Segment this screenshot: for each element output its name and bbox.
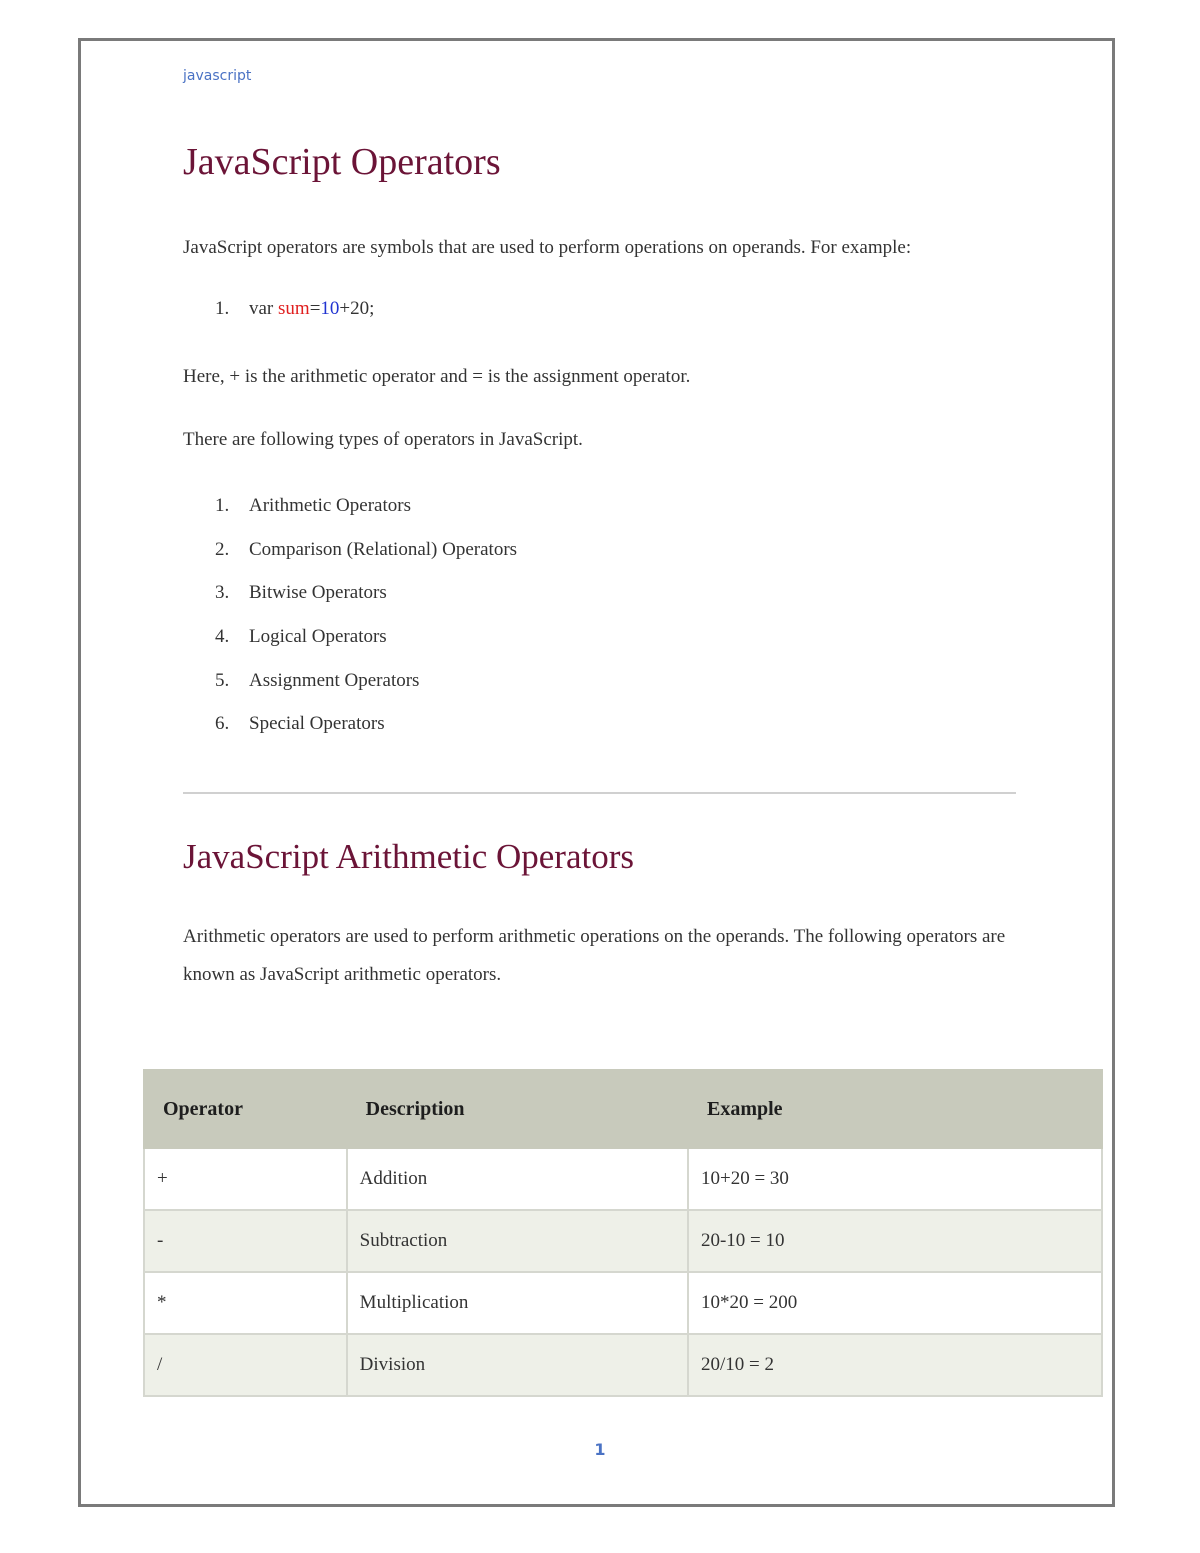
cell-description: Multiplication [347,1272,688,1334]
list-item-label: Bitwise Operators [249,582,387,604]
list-item-number: 3. [215,582,230,604]
header-label: javascript [183,68,252,84]
arithmetic-intro-paragraph: Arithmetic operators are used to perform arithmetic operations on the operands. The following operators are known as JavaScript arithmetic operators. [183,926,1006,985]
list-item-number: 6. [215,713,230,735]
cell-example: 10*20 = 200 [688,1272,1102,1334]
code-rest: +20; [339,298,375,319]
list-item-label: Comparison (Relational) Operators [249,538,518,560]
table-row [144,1210,1102,1272]
cell-description: Addition [347,1148,688,1210]
cell-description: Subtraction [347,1210,688,1272]
list-item-label: Special Operators [249,713,385,735]
page-title: JavaScript Operators [183,141,501,183]
explanation-paragraph: Here, + is the arithmetic operator and = is the assignment operator. [183,366,691,387]
cell-operator: + [144,1148,347,1210]
column-header-description: Description [347,1070,688,1148]
table-header-row [144,1070,1102,1148]
cell-example: 20/10 = 2 [688,1334,1102,1396]
types-intro-paragraph: There are following types of operators in JavaScript. [183,429,583,450]
list-item-number: 4. [215,626,230,648]
list-item [215,662,517,706]
list-item-label: Assignment Operators [249,669,420,691]
code-line-number: 1. [215,298,230,319]
column-header-operator: Operator [144,1070,347,1148]
operator-types-list [215,487,517,749]
section-divider [183,792,1016,794]
list-item [215,531,517,575]
code-keyword: var [249,298,279,319]
code-equals: = [309,298,321,319]
cell-operator: * [144,1272,347,1334]
cell-example: 20-10 = 10 [688,1210,1102,1272]
list-item-number: 5. [215,669,230,691]
section-title: JavaScript Arithmetic Operators [183,837,634,876]
list-item-number: 1. [215,495,230,516]
cell-description: Division [347,1334,688,1396]
list-item-label: Logical Operators [249,626,387,648]
list-item-label: Arithmetic Operators [249,495,411,516]
table-row [144,1272,1102,1334]
code-identifier: sum [278,298,310,319]
table-row [144,1148,1102,1210]
page-number: 1 [594,1440,606,1459]
intro-paragraph: JavaScript operators are symbols that are used to perform operations on operands. For example: [183,237,912,258]
list-item-number: 2. [215,538,230,560]
arithmetic-operators-table [143,1069,1103,1397]
list-item [215,618,517,662]
cell-operator: - [144,1210,347,1272]
code-literal: 10 [320,298,340,319]
list-item [215,574,517,618]
cell-operator: / [144,1334,347,1396]
column-header-example: Example [688,1070,1102,1148]
code-example [215,298,374,320]
cell-example: 10+20 = 30 [688,1148,1102,1210]
table-row [144,1334,1102,1396]
list-item [215,705,517,749]
list-item [215,487,517,531]
